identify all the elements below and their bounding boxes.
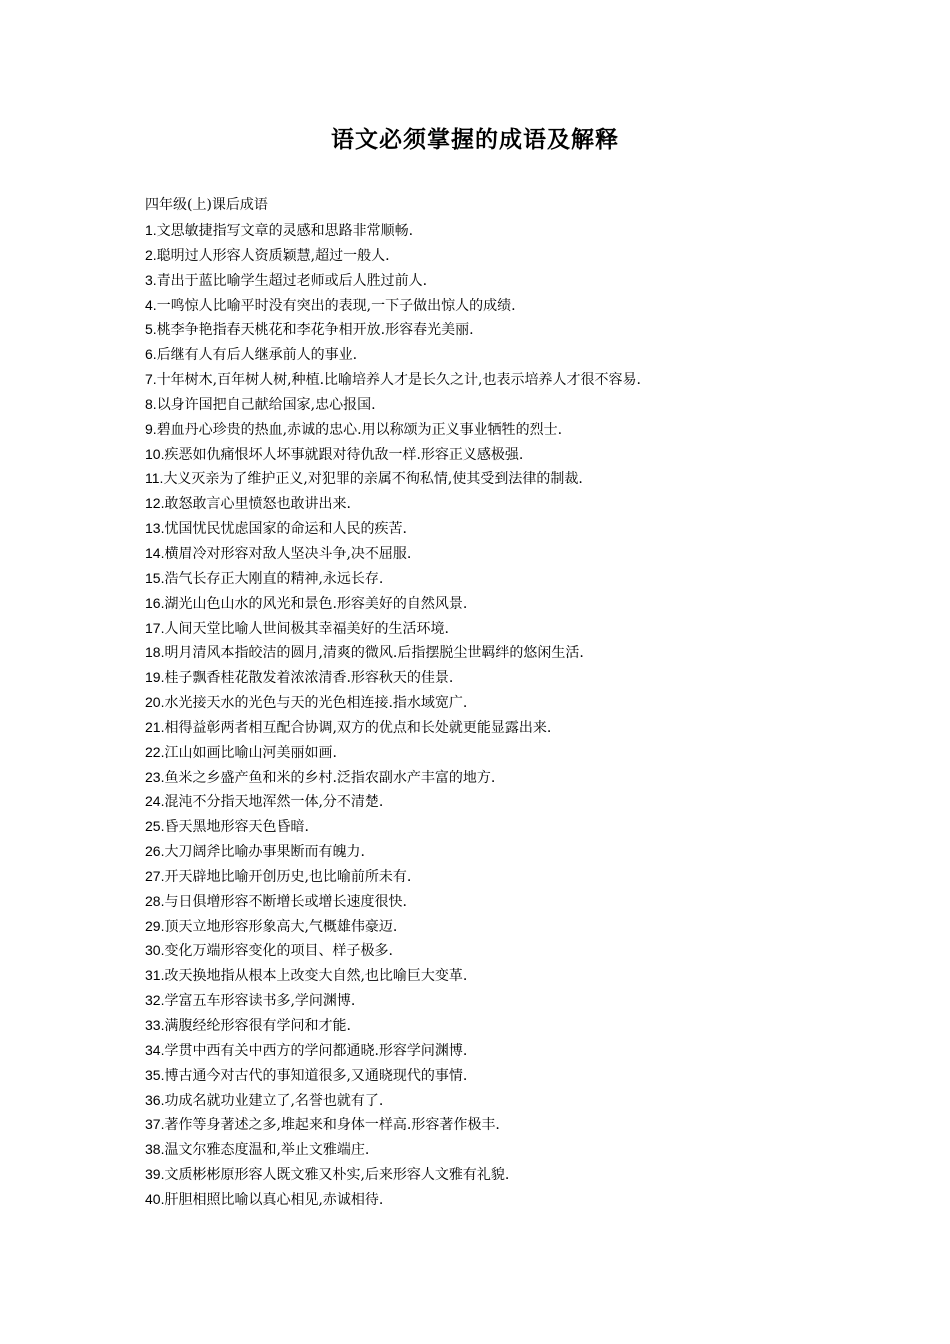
list-item [145,1187,845,1212]
document-body [145,193,845,1212]
list-item [145,1088,845,1113]
item-number: 8. [145,395,157,412]
list-item [145,442,845,467]
list-item [145,640,845,665]
item-text: 满腹经纶形容很有学问和才能. [164,1018,351,1034]
item-text: 与日俱增形容不断增长或增长速度很快. [164,893,407,910]
item-number: 16. [145,594,165,611]
list-item [145,218,845,243]
item-text: 江山如画比喻山河美丽如画. [164,744,337,761]
list-item [145,864,845,889]
item-text: 肝胆相照比喻以真心相见,赤诚相待. [164,1191,384,1208]
list-item [145,1013,845,1038]
list-item [145,814,845,839]
item-number: 5. [145,321,157,338]
list-item [145,1162,845,1187]
section-subtitle: 四年级(上)课后成语 [145,197,268,213]
item-number: 13. [145,520,165,537]
list-item [145,367,845,392]
item-text: 博古通今对古代的事知道很多,又通晓现代的事情. [164,1067,468,1084]
item-number: 23. [145,768,165,785]
item-number: 18. [145,644,165,661]
item-number: 39. [145,1166,165,1183]
item-number: 11. [145,470,164,487]
item-number: 26. [145,843,165,860]
item-number: 32. [145,992,165,1009]
item-number: 14. [145,544,165,561]
item-text: 以身许国把自己献给国家,忠心报国. [156,396,376,413]
item-text: 横眉冷对形容对敌人坚决斗争,决不屈服. [164,545,412,562]
item-number: 24. [145,793,165,810]
item-number: 31. [145,967,165,984]
item-text: 鱼米之乡盛产鱼和米的乡村.泛指农副水产丰富的地方. [164,769,496,786]
item-number: 10. [145,445,165,462]
item-text: 桃李争艳指春天桃花和李花争相开放.形容春光美丽. [156,322,474,339]
item-number: 22. [145,743,165,760]
item-text: 聪明过人形容人资质颖慧,超过一般人. [156,247,390,264]
item-number: 35. [145,1066,165,1083]
list-item [145,293,845,318]
item-number: 36. [145,1091,165,1108]
item-number: 40. [145,1190,165,1207]
item-text: 忧国忧民忧虑国家的命运和人民的疾苦. [164,521,407,538]
item-text: 混沌不分指天地浑然一体,分不清楚. [164,794,384,811]
item-text: 水光接天水的光色与天的光色相连接.指水域宽广. [164,695,468,712]
item-number: 2. [145,246,157,263]
list-item [145,516,845,541]
item-number: 30. [145,942,165,959]
page-title: 语文必须掌握的成语及解释 [331,127,619,153]
item-text: 青出于蓝比喻学生超过老师或后人胜过前人. [156,272,428,289]
item-text: 大刀阔斧比喻办事果断而有魄力. [164,844,365,861]
item-text: 著作等身著述之多,堆起来和身体一样高.形容著作极丰. [164,1117,500,1134]
list-item [145,789,845,814]
idiom-list [145,218,845,1212]
item-text: 学贯中西有关中西方的学问都通晓.形容学问渊博. [164,1042,468,1059]
item-text: 温文尔雅态度温和,举止文雅端庄. [164,1142,370,1159]
list-item [145,988,845,1013]
item-number: 9. [145,420,157,437]
list-item [145,740,845,765]
list-item [145,342,845,367]
item-text: 顶天立地形容形象高大,气概雄伟豪迈. [164,918,398,935]
item-number: 25. [145,818,165,835]
list-item [145,392,845,417]
item-text: 功成名就功业建立了,名誉也就有了. [164,1092,384,1109]
list-item [145,466,845,491]
item-number: 20. [145,694,165,711]
list-item [145,1038,845,1063]
list-item [145,938,845,963]
item-text: 后继有人有后人继承前人的事业. [156,347,358,364]
list-item [145,665,845,690]
item-number: 34. [145,1041,165,1058]
list-item [145,243,845,268]
item-text: 文质彬彬原形容人既文雅又朴实,后来形容人文雅有礼貌. [164,1167,510,1184]
list-item [145,268,845,293]
list-item [145,491,845,516]
item-text: 敢怒敢言心里愤怒也敢讲出来. [164,496,351,513]
item-text: 碧血丹心珍贵的热血,赤诚的忠心.用以称颂为正义事业牺牲的烈士. [156,421,563,438]
item-text: 变化万端形容变化的项目、样子极多. [164,943,393,960]
list-item [145,541,845,566]
item-number: 4. [145,296,157,313]
list-item [145,417,845,442]
item-number: 27. [145,867,165,884]
item-text: 浩气长存正大刚直的精神,永远长存. [164,570,384,587]
list-item [145,1063,845,1088]
item-text: 明月清风本指皎洁的圆月,清爽的微风.后指摆脱尘世羁绊的悠闲生活. [164,645,584,662]
item-number: 38. [145,1141,165,1158]
item-number: 1. [145,222,157,238]
list-item [145,1137,845,1162]
item-text: 相得益彰两者相互配合协调,双方的优点和长处就更能显露出来. [164,719,552,736]
item-number: 17. [145,619,165,636]
item-number: 19. [145,669,165,686]
list-item [145,963,845,988]
item-text: 改天换地指从根本上改变大自然,也比喻巨大变革. [164,968,468,985]
item-number: 6. [145,346,157,363]
list-item [145,591,845,616]
item-text: 大义灭亲为了维护正义,对犯罪的亲属不徇私情,使其受到法律的制裁. [163,471,583,488]
list-item [145,889,845,914]
list-item [145,566,845,591]
item-number: 29. [145,917,165,934]
list-item [145,914,845,939]
list-item [145,616,845,641]
list-item [145,690,845,715]
item-number: 33. [145,1017,165,1033]
item-text: 昏天黑地形容天色昏暗. [164,819,309,836]
item-number: 21. [145,718,165,735]
item-text: 疾恶如仇痛恨坏人坏事就跟对待仇敌一样.形容正义感极强. [164,446,524,463]
item-text: 文思敏捷指写文章的灵感和思路非常顺畅. [156,223,414,239]
item-number: 15. [145,569,165,586]
item-text: 开天辟地比喻开创历史,也比喻前所未有. [164,868,412,885]
list-item [145,1112,845,1137]
item-number: 37. [145,1116,165,1133]
item-text: 学富五车形容读书多,学问渊博. [164,993,356,1010]
item-number: 12. [145,495,165,512]
item-text: 湖光山色山水的风光和景色.形容美好的自然风景. [164,595,468,612]
item-text: 一鸣惊人比喻平时没有突出的表现,一下子做出惊人的成绩. [156,297,516,314]
item-text: 十年树木,百年树人树,种植.比喻培养人才是长久之计,也表示培养人才很不容易. [156,372,641,389]
list-item [145,715,845,740]
item-number: 7. [145,371,157,388]
list-item [145,839,845,864]
item-text: 人间天堂比喻人世间极其幸福美好的生活环境. [164,620,449,637]
item-number: 3. [145,271,157,288]
item-text: 桂子飘香桂花散发着浓浓清香.形容秋天的佳景. [164,670,454,687]
list-item [145,765,845,790]
list-item [145,317,845,342]
item-number: 28. [145,892,165,909]
